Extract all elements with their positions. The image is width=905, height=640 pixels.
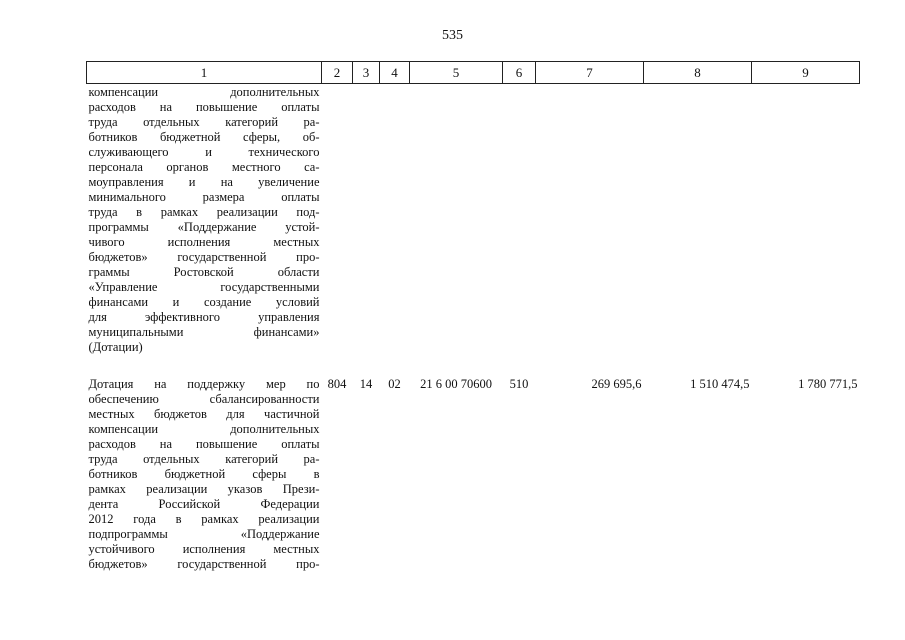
cell-col-8 <box>644 84 752 364</box>
table-header-row <box>87 62 860 84</box>
description-line: компенсации дополнительных <box>88 85 320 99</box>
description-line: 2012 года в рамках реализации <box>88 512 320 526</box>
cell-col-4: 02 <box>388 377 401 391</box>
cell-col-9 <box>752 84 860 364</box>
description-line: расходов на повышение оплаты <box>88 437 320 451</box>
table-row <box>87 84 860 364</box>
description-line: программы «Поддержание устой- <box>88 220 320 234</box>
description-line: моуправления и на увеличение <box>88 175 320 189</box>
description-line: ботников бюджетной сферы, об- <box>88 130 320 144</box>
description-line: чивого исполнения местных <box>88 235 320 249</box>
column-header-8: 8 <box>644 62 752 84</box>
column-header-3: 3 <box>353 62 380 84</box>
description-line: труда отдельных категорий ра- <box>88 452 320 466</box>
description-line: компенсации дополнительных <box>88 422 320 436</box>
cell-col-2 <box>322 84 353 364</box>
description-line: дента Российской Федерации <box>88 497 320 511</box>
row-description <box>87 84 322 364</box>
column-header-4: 4 <box>380 62 410 84</box>
column-header-9: 9 <box>752 62 860 84</box>
description-line: рамках реализации указов Прези- <box>88 482 320 496</box>
description-line: труда в рамках реализации под- <box>88 205 320 219</box>
description-line: расходов на повышение оплаты <box>88 100 320 114</box>
cell-col-5 <box>410 84 503 364</box>
description-line: минимального размера оплаты <box>88 190 320 204</box>
description-line: служивающего и технического <box>88 145 320 159</box>
cell-col-9: 1 780 771,5 <box>798 377 858 391</box>
description-line: ботников бюджетной сферы в <box>88 467 320 481</box>
column-header-7: 7 <box>536 62 644 84</box>
cell-col-7 <box>536 84 644 364</box>
table-row <box>87 363 860 572</box>
row-description <box>87 363 322 572</box>
cell-col-7: 269 695,6 <box>591 377 642 391</box>
description-line: муниципальными финансами» <box>88 325 320 339</box>
column-header-1: 1 <box>87 62 322 84</box>
description-line: Дотация на поддержку мер по <box>88 377 320 391</box>
description-line: персонала органов местного са- <box>88 160 320 174</box>
cell-col-5: 21 6 00 70600 <box>420 377 492 391</box>
description-line: подпрограммы «Поддержание <box>88 527 320 541</box>
description-line: бюджетов» государственной про- <box>88 557 320 571</box>
description-line: местных бюджетов для частичной <box>88 407 320 421</box>
description-line: устойчивого исполнения местных <box>88 542 320 556</box>
cell-col-8: 1 510 474,5 <box>690 377 750 391</box>
description-line: бюджетов» государственной про- <box>88 250 320 264</box>
cell-col-3: 14 <box>359 377 373 391</box>
description-line: граммы Ростовской области <box>88 265 320 279</box>
cell-col-2: 804 <box>327 377 347 391</box>
description-line: труда отдельных категорий ра- <box>88 115 320 129</box>
cell-col-3 <box>353 84 380 364</box>
column-header-5: 5 <box>410 62 503 84</box>
column-header-6: 6 <box>503 62 536 84</box>
description-line: «Управление государственными <box>88 280 320 294</box>
column-header-2: 2 <box>322 62 353 84</box>
description-line: для эффективного управления <box>88 310 320 324</box>
description-line: финансами и создание условий <box>88 295 320 309</box>
description-line: (Дотации) <box>88 340 143 354</box>
description-line: обеспечению сбалансированности <box>88 392 320 406</box>
cell-col-4 <box>380 84 410 364</box>
budget-table <box>86 61 860 572</box>
cell-col-6 <box>503 84 536 364</box>
page-number: 535 <box>442 28 463 43</box>
cell-col-6: 510 <box>509 377 529 391</box>
